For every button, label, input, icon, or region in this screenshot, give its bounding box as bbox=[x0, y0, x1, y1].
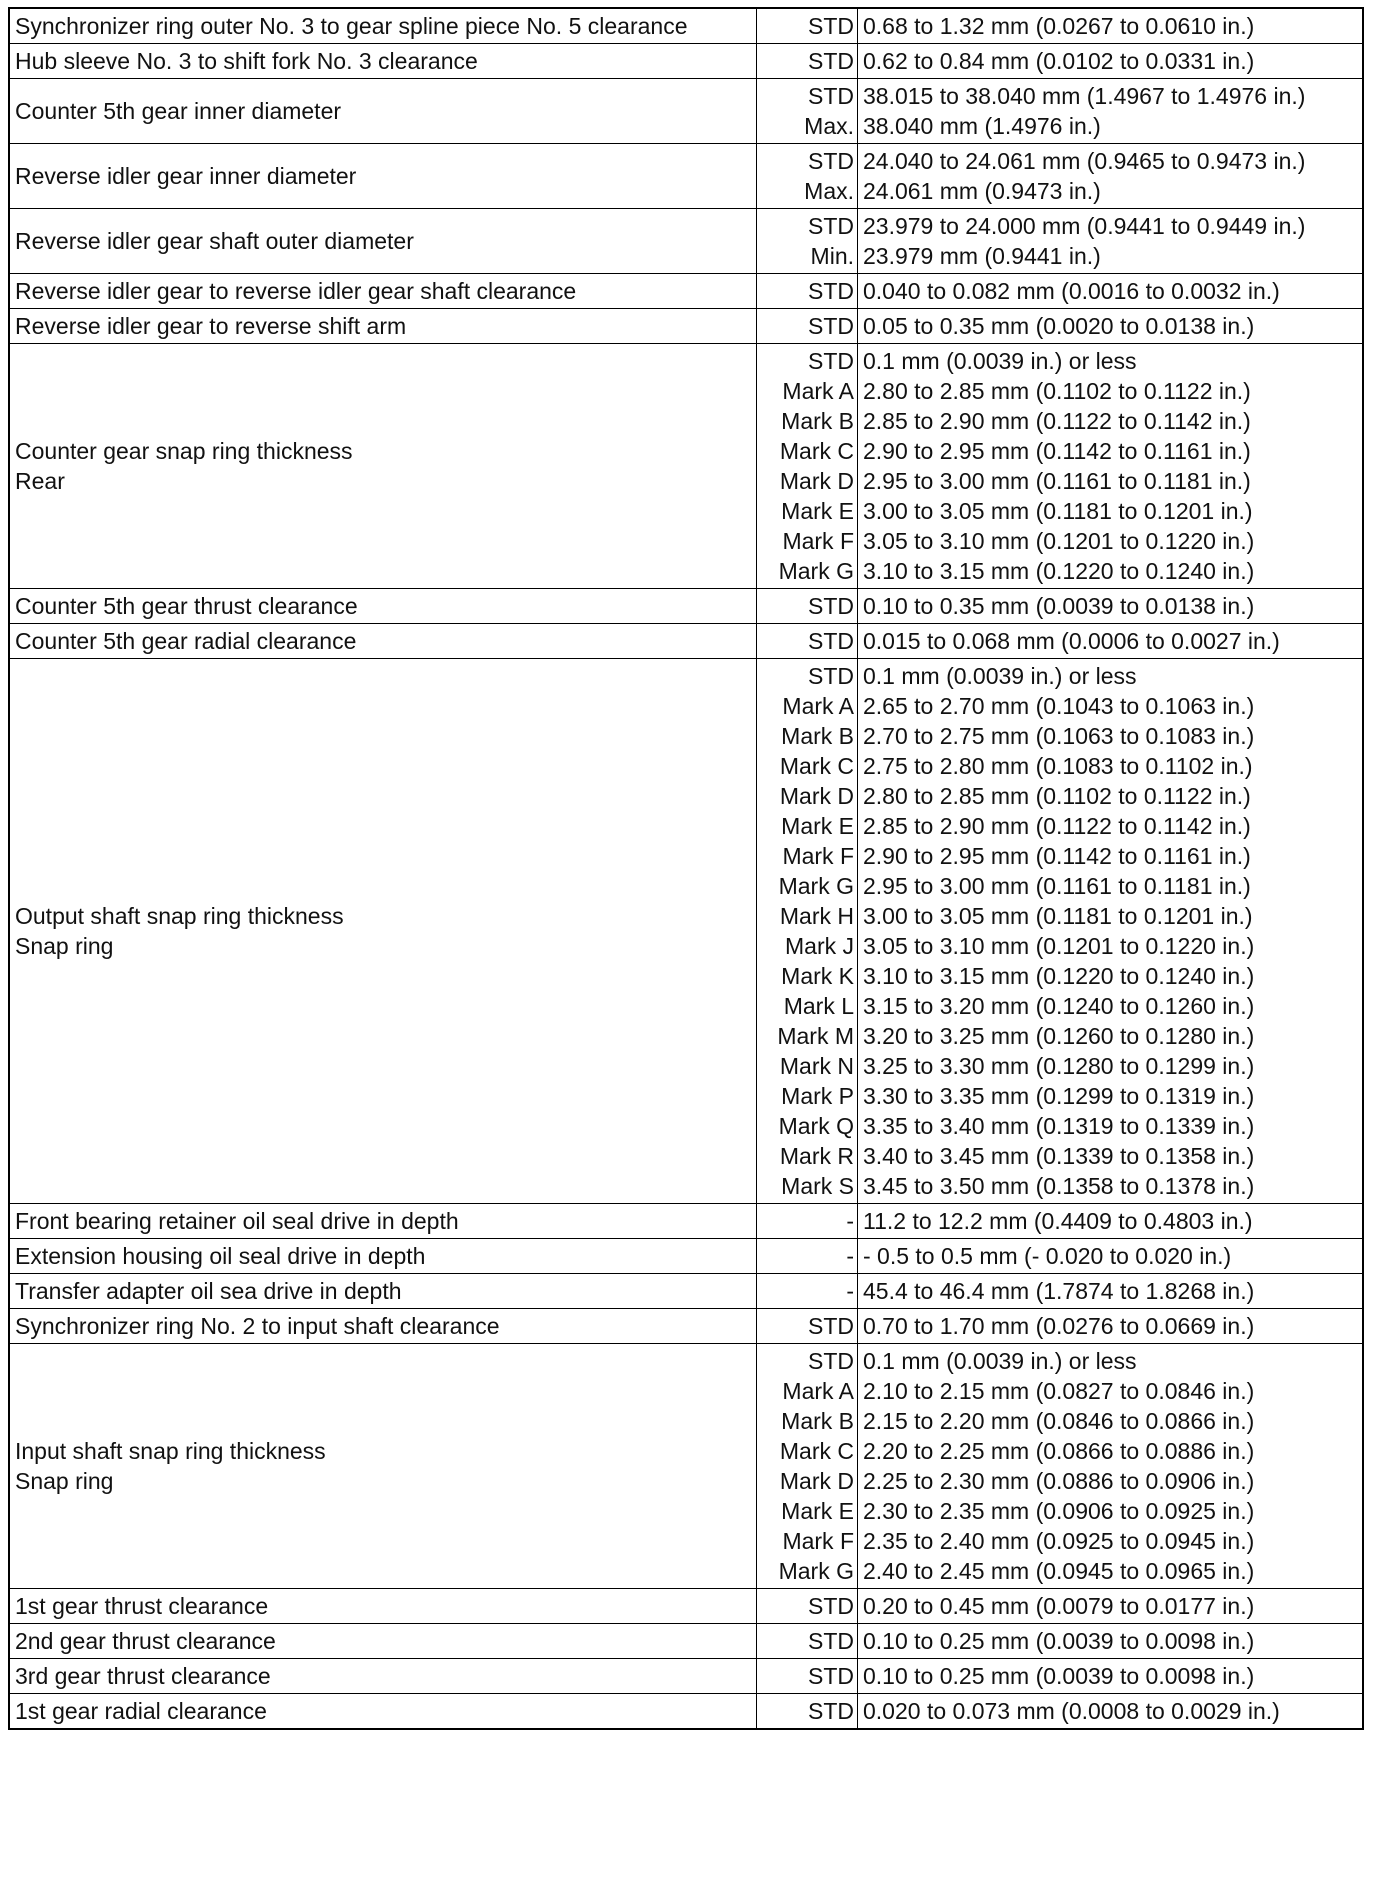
spec-value: 2.95 to 3.00 mm (0.1161 to 0.1181 in.) bbox=[863, 468, 1251, 494]
spec-value: - 0.5 to 0.5 mm (- 0.020 to 0.020 in.) bbox=[863, 1243, 1232, 1269]
condition-label: Mark G bbox=[778, 558, 854, 584]
condition-label: Max. bbox=[804, 113, 854, 139]
table-row bbox=[9, 1624, 1363, 1659]
table-row bbox=[9, 309, 1363, 344]
spec-value: 0.1 mm (0.0039 in.) or less bbox=[863, 663, 1137, 689]
item-text: Counter 5th gear radial clearance bbox=[15, 628, 357, 654]
spec-value: 24.061 mm (0.9473 in.) bbox=[863, 178, 1101, 204]
item-text: Output shaft snap ring thickness bbox=[15, 903, 344, 929]
item-text: Counter 5th gear thrust clearance bbox=[15, 593, 358, 619]
specification-table-body bbox=[9, 8, 1363, 1729]
condition-label: STD bbox=[808, 313, 854, 339]
spec-value: 0.70 to 1.70 mm (0.0276 to 0.0669 in.) bbox=[863, 1313, 1255, 1339]
condition-cell bbox=[757, 44, 858, 79]
condition-label: Mark R bbox=[779, 1143, 854, 1169]
value-cell bbox=[858, 1624, 1364, 1659]
item-cell bbox=[9, 1274, 757, 1309]
condition-label: Mark A bbox=[782, 693, 854, 719]
specification-table bbox=[8, 7, 1364, 1730]
spec-value: 3.35 to 3.40 mm (0.1319 to 0.1339 in.) bbox=[863, 1113, 1255, 1139]
table-row bbox=[9, 8, 1363, 44]
condition-label: STD bbox=[808, 1348, 854, 1374]
condition-cell bbox=[757, 1624, 858, 1659]
condition-label: Mark D bbox=[779, 1468, 854, 1494]
spec-value: 3.00 to 3.05 mm (0.1181 to 0.1201 in.) bbox=[863, 903, 1253, 929]
condition-label: Mark B bbox=[781, 408, 854, 434]
item-cell bbox=[9, 274, 757, 309]
table-row bbox=[9, 44, 1363, 79]
condition-label: Mark G bbox=[778, 1558, 854, 1584]
value-cell bbox=[858, 1694, 1364, 1730]
spec-value: 2.80 to 2.85 mm (0.1102 to 0.1122 in.) bbox=[863, 378, 1251, 404]
condition-label: Mark N bbox=[779, 1053, 854, 1079]
table-row bbox=[9, 1344, 1363, 1589]
condition-label: STD bbox=[808, 83, 854, 109]
spec-value: 2.80 to 2.85 mm (0.1102 to 0.1122 in.) bbox=[863, 783, 1251, 809]
spec-value: 0.05 to 0.35 mm (0.0020 to 0.0138 in.) bbox=[863, 313, 1255, 339]
spec-value: 0.10 to 0.25 mm (0.0039 to 0.0098 in.) bbox=[863, 1628, 1255, 1654]
spec-value: 2.65 to 2.70 mm (0.1043 to 0.1063 in.) bbox=[863, 693, 1255, 719]
table-row bbox=[9, 1204, 1363, 1239]
item-cell bbox=[9, 344, 757, 589]
condition-cell bbox=[757, 1204, 858, 1239]
condition-label: Mark C bbox=[779, 753, 854, 779]
item-text: Reverse idler gear inner diameter bbox=[15, 163, 357, 189]
condition-cell bbox=[757, 344, 858, 589]
table-row bbox=[9, 1659, 1363, 1694]
condition-cell bbox=[757, 624, 858, 659]
value-cell bbox=[858, 659, 1364, 1204]
item-cell bbox=[9, 1344, 757, 1589]
condition-label: STD bbox=[808, 593, 854, 619]
condition-cell bbox=[757, 1309, 858, 1344]
condition-label: Mark B bbox=[781, 723, 854, 749]
value-cell bbox=[858, 1204, 1364, 1239]
condition-label: Mark C bbox=[779, 1438, 854, 1464]
spec-value: 0.040 to 0.082 mm (0.0016 to 0.0032 in.) bbox=[863, 278, 1280, 304]
condition-label: Mark Q bbox=[778, 1113, 854, 1139]
table-row bbox=[9, 1274, 1363, 1309]
value-cell bbox=[858, 144, 1364, 209]
condition-label: STD bbox=[808, 628, 854, 654]
value-cell bbox=[858, 79, 1364, 144]
condition-label: STD bbox=[808, 663, 854, 689]
spec-value: 2.85 to 2.90 mm (0.1122 to 0.1142 in.) bbox=[863, 408, 1251, 434]
condition-label: Mark F bbox=[782, 1528, 854, 1554]
spec-value: 3.25 to 3.30 mm (0.1280 to 0.1299 in.) bbox=[863, 1053, 1255, 1079]
value-cell bbox=[858, 274, 1364, 309]
condition-cell bbox=[757, 209, 858, 274]
value-cell bbox=[858, 589, 1364, 624]
condition-label: STD bbox=[808, 1698, 854, 1724]
value-cell bbox=[858, 209, 1364, 274]
item-text: Reverse idler gear to reverse shift arm bbox=[15, 313, 407, 339]
item-text: Transfer adapter oil sea drive in depth bbox=[15, 1278, 402, 1304]
table-row bbox=[9, 1239, 1363, 1274]
spec-value: 3.15 to 3.20 mm (0.1240 to 0.1260 in.) bbox=[863, 993, 1255, 1019]
condition-label: - bbox=[846, 1243, 854, 1269]
condition-label: Mark L bbox=[783, 993, 854, 1019]
condition-cell bbox=[757, 589, 858, 624]
item-cell bbox=[9, 1239, 757, 1274]
table-row bbox=[9, 589, 1363, 624]
item-text: Counter gear snap ring thickness bbox=[15, 438, 353, 464]
item-text: Front bearing retainer oil seal drive in depth bbox=[15, 1208, 459, 1234]
spec-value: 2.90 to 2.95 mm (0.1142 to 0.1161 in.) bbox=[863, 843, 1251, 869]
value-cell bbox=[858, 1239, 1364, 1274]
item-cell bbox=[9, 309, 757, 344]
table-row bbox=[9, 1589, 1363, 1624]
condition-label: STD bbox=[808, 148, 854, 174]
condition-label: Mark B bbox=[781, 1408, 854, 1434]
item-cell bbox=[9, 1694, 757, 1730]
item-text: Extension housing oil seal drive in depth bbox=[15, 1243, 426, 1269]
spec-value: 2.70 to 2.75 mm (0.1063 to 0.1083 in.) bbox=[863, 723, 1255, 749]
item-cell bbox=[9, 1204, 757, 1239]
item-cell bbox=[9, 44, 757, 79]
item-text: Rear bbox=[15, 468, 65, 494]
item-cell bbox=[9, 144, 757, 209]
condition-label: Mark A bbox=[782, 1378, 854, 1404]
spec-value: 3.30 to 3.35 mm (0.1299 to 0.1319 in.) bbox=[863, 1083, 1255, 1109]
spec-value: 0.10 to 0.35 mm (0.0039 to 0.0138 in.) bbox=[863, 593, 1255, 619]
spec-value: 0.020 to 0.073 mm (0.0008 to 0.0029 in.) bbox=[863, 1698, 1280, 1724]
condition-label: Min. bbox=[810, 243, 854, 269]
spec-value: 38.015 to 38.040 mm (1.4967 to 1.4976 in.) bbox=[863, 83, 1306, 109]
spec-value: 2.25 to 2.30 mm (0.0886 to 0.0906 in.) bbox=[863, 1468, 1255, 1494]
spec-value: 2.90 to 2.95 mm (0.1142 to 0.1161 in.) bbox=[863, 438, 1251, 464]
condition-cell bbox=[757, 1239, 858, 1274]
spec-value: 3.10 to 3.15 mm (0.1220 to 0.1240 in.) bbox=[863, 558, 1255, 584]
item-text: Reverse idler gear to reverse idler gear shaft clearance bbox=[15, 278, 577, 304]
table-row bbox=[9, 209, 1363, 274]
item-cell bbox=[9, 1589, 757, 1624]
spec-value: 2.20 to 2.25 mm (0.0866 to 0.0886 in.) bbox=[863, 1438, 1255, 1464]
condition-cell bbox=[757, 1659, 858, 1694]
condition-label: Mark E bbox=[781, 498, 854, 524]
item-text: 3rd gear thrust clearance bbox=[15, 1663, 271, 1689]
value-cell bbox=[858, 624, 1364, 659]
spec-value: 2.10 to 2.15 mm (0.0827 to 0.0846 in.) bbox=[863, 1378, 1255, 1404]
spec-value: 0.1 mm (0.0039 in.) or less bbox=[863, 1348, 1137, 1374]
spec-value: 2.30 to 2.35 mm (0.0906 to 0.0925 in.) bbox=[863, 1498, 1255, 1524]
condition-label: STD bbox=[808, 213, 854, 239]
spec-value: 2.40 to 2.45 mm (0.0945 to 0.0965 in.) bbox=[863, 1558, 1255, 1584]
condition-label: Mark C bbox=[779, 438, 854, 464]
condition-label: STD bbox=[808, 1663, 854, 1689]
table-row bbox=[9, 1694, 1363, 1730]
spec-value: 3.05 to 3.10 mm (0.1201 to 0.1220 in.) bbox=[863, 528, 1255, 554]
spec-value: 2.75 to 2.80 mm (0.1083 to 0.1102 in.) bbox=[863, 753, 1253, 779]
spec-value: 11.2 to 12.2 mm (0.4409 to 0.4803 in.) bbox=[863, 1208, 1253, 1234]
item-text: 1st gear thrust clearance bbox=[15, 1593, 269, 1619]
table-row bbox=[9, 144, 1363, 209]
condition-label: Mark E bbox=[781, 1498, 854, 1524]
condition-label: Mark F bbox=[782, 843, 854, 869]
spec-value: 45.4 to 46.4 mm (1.7874 to 1.8268 in.) bbox=[863, 1278, 1255, 1304]
spec-value: 3.20 to 3.25 mm (0.1260 to 0.1280 in.) bbox=[863, 1023, 1255, 1049]
table-row bbox=[9, 344, 1363, 589]
item-cell bbox=[9, 1624, 757, 1659]
value-cell bbox=[858, 8, 1364, 44]
spec-value: 2.15 to 2.20 mm (0.0846 to 0.0866 in.) bbox=[863, 1408, 1255, 1434]
spec-value: 3.40 to 3.45 mm (0.1339 to 0.1358 in.) bbox=[863, 1143, 1255, 1169]
spec-value: 3.45 to 3.50 mm (0.1358 to 0.1378 in.) bbox=[863, 1173, 1255, 1199]
item-cell bbox=[9, 79, 757, 144]
condition-label: STD bbox=[808, 48, 854, 74]
table-row bbox=[9, 79, 1363, 144]
condition-cell bbox=[757, 1694, 858, 1730]
item-cell bbox=[9, 659, 757, 1204]
table-row bbox=[9, 659, 1363, 1204]
spec-value: 0.015 to 0.068 mm (0.0006 to 0.0027 in.) bbox=[863, 628, 1280, 654]
item-cell bbox=[9, 209, 757, 274]
condition-label: STD bbox=[808, 1593, 854, 1619]
condition-cell bbox=[757, 79, 858, 144]
condition-label: Mark E bbox=[781, 813, 854, 839]
condition-label: Mark F bbox=[782, 528, 854, 554]
item-cell bbox=[9, 1659, 757, 1694]
item-text: Counter 5th gear inner diameter bbox=[15, 98, 342, 124]
item-text: Hub sleeve No. 3 to shift fork No. 3 clearance bbox=[15, 48, 478, 74]
condition-label: - bbox=[846, 1278, 854, 1304]
value-cell bbox=[858, 1659, 1364, 1694]
item-cell bbox=[9, 8, 757, 44]
spec-value: 3.10 to 3.15 mm (0.1220 to 0.1240 in.) bbox=[863, 963, 1255, 989]
item-text: Snap ring bbox=[15, 1468, 114, 1494]
spec-value: 2.95 to 3.00 mm (0.1161 to 0.1181 in.) bbox=[863, 873, 1251, 899]
condition-label: Mark S bbox=[781, 1173, 854, 1199]
condition-cell bbox=[757, 144, 858, 209]
condition-label: Mark A bbox=[782, 378, 854, 404]
condition-label: Mark D bbox=[779, 468, 854, 494]
condition-label: STD bbox=[808, 348, 854, 374]
condition-cell bbox=[757, 309, 858, 344]
spec-value: 0.10 to 0.25 mm (0.0039 to 0.0098 in.) bbox=[863, 1663, 1255, 1689]
value-cell bbox=[858, 344, 1364, 589]
spec-value: 0.20 to 0.45 mm (0.0079 to 0.0177 in.) bbox=[863, 1593, 1255, 1619]
spec-value: 23.979 to 24.000 mm (0.9441 to 0.9449 in.) bbox=[863, 213, 1306, 239]
condition-cell bbox=[757, 659, 858, 1204]
item-text: Snap ring bbox=[15, 933, 114, 959]
condition-label: STD bbox=[808, 1628, 854, 1654]
condition-label: Mark G bbox=[778, 873, 854, 899]
table-row bbox=[9, 624, 1363, 659]
value-cell bbox=[858, 309, 1364, 344]
condition-label: Mark H bbox=[779, 903, 854, 929]
item-text: 1st gear radial clearance bbox=[15, 1698, 267, 1724]
condition-label: STD bbox=[808, 13, 854, 39]
item-text: 2nd gear thrust clearance bbox=[15, 1628, 276, 1654]
item-cell bbox=[9, 1309, 757, 1344]
spec-value: 3.00 to 3.05 mm (0.1181 to 0.1201 in.) bbox=[863, 498, 1253, 524]
condition-label: - bbox=[846, 1208, 854, 1234]
item-text: Synchronizer ring outer No. 3 to gear spline piece No. 5 clearance bbox=[15, 13, 688, 39]
value-cell bbox=[858, 1274, 1364, 1309]
condition-label: Mark P bbox=[781, 1083, 854, 1109]
value-cell bbox=[858, 44, 1364, 79]
value-cell bbox=[858, 1309, 1364, 1344]
spec-value: 24.040 to 24.061 mm (0.9465 to 0.9473 in.) bbox=[863, 148, 1306, 174]
value-cell bbox=[858, 1344, 1364, 1589]
condition-label: Mark D bbox=[779, 783, 854, 809]
condition-cell bbox=[757, 274, 858, 309]
condition-label: STD bbox=[808, 278, 854, 304]
condition-label: Mark J bbox=[785, 933, 854, 959]
spec-value: 3.05 to 3.10 mm (0.1201 to 0.1220 in.) bbox=[863, 933, 1255, 959]
item-text: Synchronizer ring No. 2 to input shaft clearance bbox=[15, 1313, 500, 1339]
condition-label: Max. bbox=[804, 178, 854, 204]
condition-cell bbox=[757, 1589, 858, 1624]
item-cell bbox=[9, 624, 757, 659]
condition-cell bbox=[757, 8, 858, 44]
condition-label: Mark K bbox=[781, 963, 854, 989]
spec-value: 0.68 to 1.32 mm (0.0267 to 0.0610 in.) bbox=[863, 13, 1255, 39]
spec-value: 38.040 mm (1.4976 in.) bbox=[863, 113, 1101, 139]
condition-label: STD bbox=[808, 1313, 854, 1339]
condition-cell bbox=[757, 1274, 858, 1309]
condition-cell bbox=[757, 1344, 858, 1589]
spec-value: 0.1 mm (0.0039 in.) or less bbox=[863, 348, 1137, 374]
table-row bbox=[9, 274, 1363, 309]
spec-value: 23.979 mm (0.9441 in.) bbox=[863, 243, 1101, 269]
value-cell bbox=[858, 1589, 1364, 1624]
condition-label: Mark M bbox=[777, 1023, 854, 1049]
item-cell bbox=[9, 589, 757, 624]
spec-value: 0.62 to 0.84 mm (0.0102 to 0.0331 in.) bbox=[863, 48, 1255, 74]
spec-value: 2.35 to 2.40 mm (0.0925 to 0.0945 in.) bbox=[863, 1528, 1255, 1554]
item-text: Input shaft snap ring thickness bbox=[15, 1438, 326, 1464]
table-row bbox=[9, 1309, 1363, 1344]
spec-value: 2.85 to 2.90 mm (0.1122 to 0.1142 in.) bbox=[863, 813, 1251, 839]
item-text: Reverse idler gear shaft outer diameter bbox=[15, 228, 414, 254]
